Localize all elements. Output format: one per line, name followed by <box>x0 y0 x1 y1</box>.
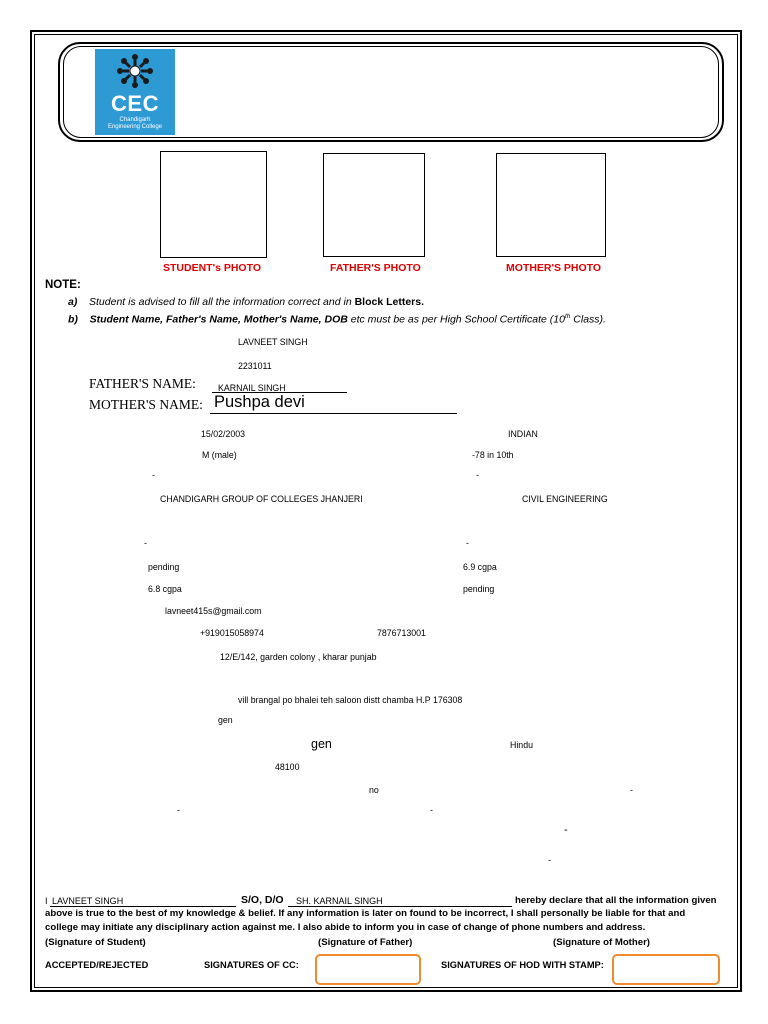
empty-field-dash: - <box>466 538 469 548</box>
permanent-address-value: vill brangal po bhalei teh saloon distt chamba H.P 176308 <box>238 695 463 705</box>
empty-field-dash: - <box>152 470 155 480</box>
father-name-label: FATHER'S NAME: <box>89 376 196 391</box>
signature-student-label: (Signature of Student) <box>45 937 146 948</box>
email-value: lavneet415s@gmail.com <box>165 606 262 616</box>
mother-name-underline <box>210 413 457 414</box>
father-name-value: KARNAIL SINGH <box>218 383 286 393</box>
declaration-student-underline <box>50 906 236 907</box>
people-circle-icon <box>95 49 175 93</box>
nationality-value: INDIAN <box>508 429 538 439</box>
phone-value-1: +919015058974 <box>200 628 264 638</box>
declaration-relation: S/O, D/O <box>241 894 284 906</box>
roll-number-value: 2231011 <box>238 361 272 371</box>
student-photo-box[interactable] <box>160 151 267 258</box>
logo-college-name: Chandigarh Engineering College <box>107 117 163 130</box>
college-logo <box>95 49 175 135</box>
cc-signature-label: SIGNATURES OF CC: <box>204 960 299 970</box>
empty-field-dash: - <box>630 785 633 795</box>
empty-field-dash: - <box>548 855 551 865</box>
declaration-father-underline <box>288 906 512 907</box>
result-value-2: pending <box>463 584 495 594</box>
note-item-b: b) Student Name, Father's Name, Mother's Name, DOB etc must be as per High School Certificate (10th Class). <box>68 313 606 326</box>
declaration-prefix: I <box>45 896 48 906</box>
empty-field-dash: - <box>177 805 180 815</box>
father-photo-label: FATHER'S PHOTO <box>330 262 421 274</box>
cc-signature-box[interactable] <box>315 954 421 985</box>
dob-value: 15/02/2003 <box>201 429 246 439</box>
religion-value: Hindu <box>510 740 533 750</box>
declaration-student-name: LAVNEET SINGH <box>52 896 124 906</box>
declaration-line-2: above is true to the best of my knowledge & belief. If any information is later on found to be incorrect, I shall personally be liable for that and <box>45 908 686 919</box>
gender-value: M (male) <box>202 450 237 460</box>
cgpa-value-1: 6.9 cgpa <box>463 562 497 572</box>
cgpa-value-2: 6.8 cgpa <box>148 584 182 594</box>
declaration-father-name: SH. KARNAIL SINGH <box>296 896 383 906</box>
signature-mother-label: (Signature of Mother) <box>553 937 650 948</box>
mother-name-value: Pushpa devi <box>214 393 305 411</box>
mother-name-label: MOTHER'S NAME: <box>89 397 203 412</box>
note-item-a: a) Student is advised to fill all the information correct and in Block Letters. <box>68 296 425 308</box>
father-photo-box[interactable] <box>323 153 425 257</box>
logo-abbreviation: CEC <box>111 91 159 116</box>
declaration-line-3: college may initiate any disciplinary action against me. I also abide to inform you in case of change of phone numbers and address. <box>45 922 646 933</box>
category-value-small: gen <box>218 715 233 725</box>
category-value: gen <box>311 737 332 751</box>
branch-value: CIVIL ENGINEERING <box>522 494 608 504</box>
note-heading: NOTE: <box>45 279 81 291</box>
answer-value: no <box>369 785 379 795</box>
hod-signature-label: SIGNATURES OF HOD WITH STAMP: <box>441 960 604 970</box>
empty-field-dash: - <box>564 824 568 836</box>
hod-signature-box[interactable] <box>612 954 720 985</box>
mother-photo-box[interactable] <box>496 153 606 257</box>
declaration-line-1: hereby declare that all the information given <box>515 895 717 906</box>
accepted-rejected-label: ACCEPTED/REJECTED <box>45 960 149 970</box>
college-value: CHANDIGARH GROUP OF COLLEGES JHANJERI <box>160 494 363 504</box>
student-photo-label: STUDENT's PHOTO <box>163 262 261 274</box>
result-value-1: pending <box>148 562 180 572</box>
income-value: 48100 <box>275 762 300 772</box>
student-name-value: LAVNEET SINGH <box>238 337 308 347</box>
empty-field-dash: - <box>144 538 147 548</box>
signature-father-label: (Signature of Father) <box>318 937 413 948</box>
empty-field-dash: - <box>430 805 433 815</box>
local-address-value: 12/E/142, garden colony , kharar punjab <box>220 652 377 662</box>
marks-10th-value: -78 in 10th <box>472 450 514 460</box>
mother-photo-label: MOTHER'S PHOTO <box>506 262 602 274</box>
empty-field-dash: - <box>476 470 479 480</box>
phone-value-2: 7876713001 <box>377 628 426 638</box>
